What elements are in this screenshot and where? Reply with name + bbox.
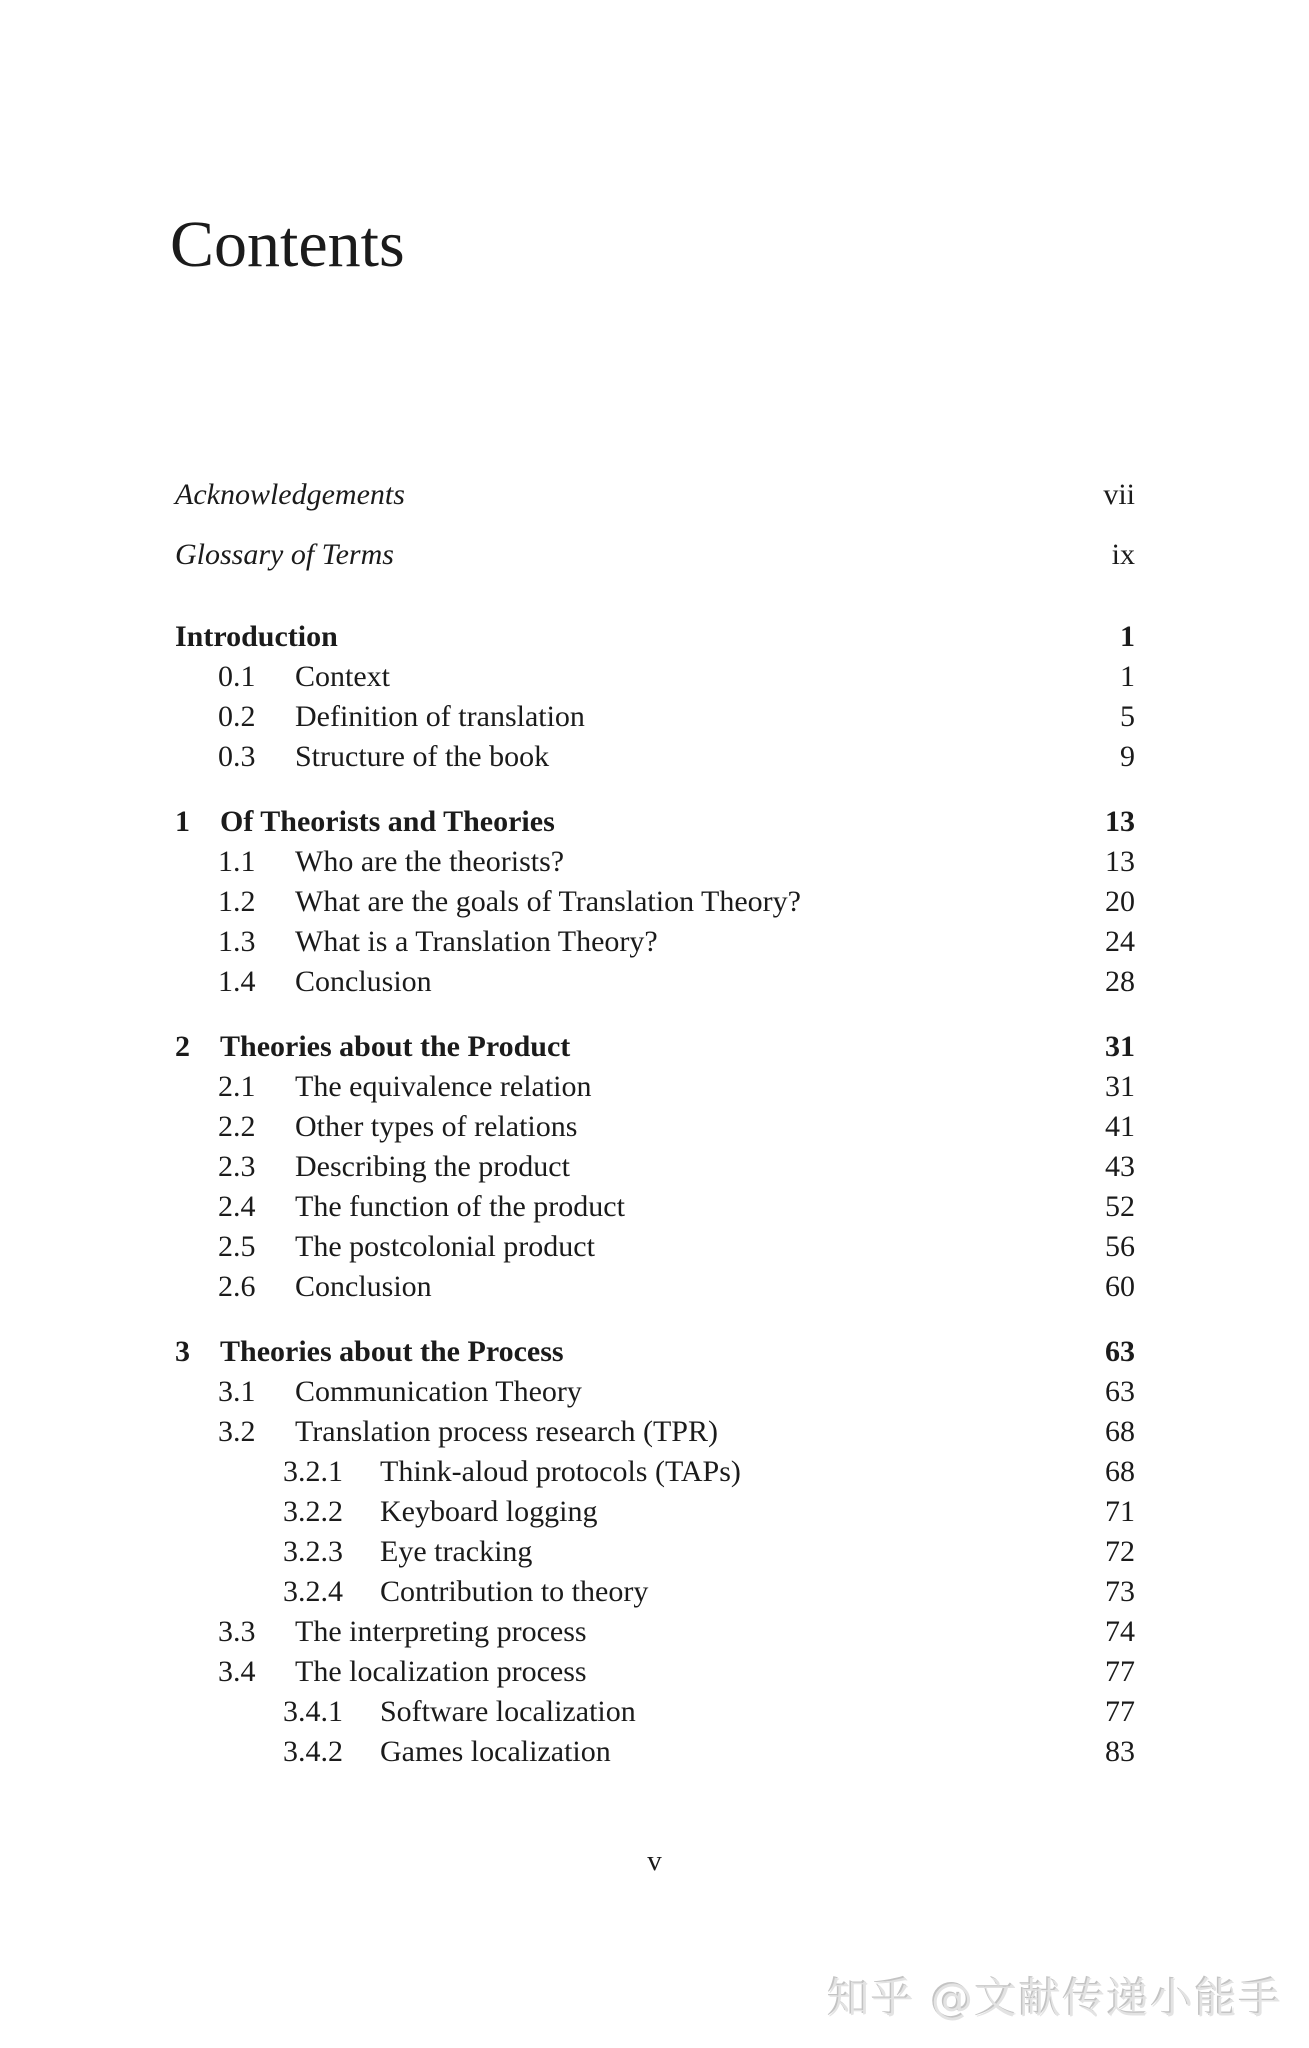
entry-page-number: vii xyxy=(1103,478,1135,511)
section-entry-row xyxy=(175,1227,1135,1267)
entry-page-number: 68 xyxy=(1105,1415,1135,1448)
entry-page-number: 31 xyxy=(1105,1070,1135,1103)
entry-title: Introduction xyxy=(175,620,338,653)
section-entry-row xyxy=(175,1372,1135,1412)
entry-page-number: 13 xyxy=(1105,845,1135,878)
entry-page-number: 68 xyxy=(1105,1455,1135,1488)
watermark-text: 知乎 @文献传递小能手 xyxy=(827,1974,1283,2023)
entry-number: 2.2 xyxy=(218,1110,256,1143)
entry-page-number: 1 xyxy=(1120,660,1135,693)
entry-title: Conclusion xyxy=(295,965,432,998)
entry-number: 3.2.3 xyxy=(283,1535,343,1568)
front-matter-group xyxy=(175,475,1135,575)
section-entry-row xyxy=(175,882,1135,922)
entry-title: Context xyxy=(295,660,390,693)
entry-title: Think-aloud protocols (TAPs) xyxy=(380,1455,741,1488)
section-entry-row xyxy=(175,1732,1135,1772)
entry-number: 0.1 xyxy=(218,660,256,693)
section-entry-row xyxy=(175,842,1135,882)
entry-title: What is a Translation Theory? xyxy=(295,925,658,958)
entry-number: 2.5 xyxy=(218,1230,256,1263)
entry-page-number: 72 xyxy=(1105,1535,1135,1568)
chapter-groups xyxy=(175,617,1135,1772)
entry-page-number: ix xyxy=(1111,538,1135,571)
entry-title: The equivalence relation xyxy=(295,1070,592,1103)
entry-title: What are the goals of Translation Theory? xyxy=(295,885,801,918)
toc-group xyxy=(175,802,1135,1002)
entry-title: Who are the theorists? xyxy=(295,845,565,878)
entry-title: Glossary of Terms xyxy=(175,538,394,571)
entry-title: The interpreting process xyxy=(295,1615,587,1648)
entry-page-number: 52 xyxy=(1105,1190,1135,1223)
entry-title: Conclusion xyxy=(295,1270,432,1303)
chapter-heading-row xyxy=(175,802,1135,842)
entry-page-number: 9 xyxy=(1120,740,1135,773)
entry-number: 3.4.2 xyxy=(283,1735,343,1768)
entry-title: The function of the product xyxy=(295,1190,625,1223)
entry-number: 3.2.4 xyxy=(283,1575,343,1608)
section-entry-row xyxy=(175,1532,1135,1572)
entry-title: Acknowledgements xyxy=(175,478,405,511)
section-entry-row xyxy=(175,962,1135,1002)
section-entry-row xyxy=(175,1147,1135,1187)
section-entry-row xyxy=(175,697,1135,737)
entry-number: 1.2 xyxy=(218,885,256,918)
entry-page-number: 74 xyxy=(1105,1615,1135,1648)
entry-page-number: 60 xyxy=(1105,1270,1135,1303)
entry-title: Theories about the Product xyxy=(220,1030,571,1063)
entry-page-number: 31 xyxy=(1105,1030,1135,1063)
entry-title: Contribution to theory xyxy=(380,1575,649,1608)
entry-title: The postcolonial product xyxy=(295,1230,595,1263)
entry-page-number: 77 xyxy=(1105,1655,1135,1688)
section-entry-row xyxy=(175,1452,1135,1492)
entry-page-number: 28 xyxy=(1105,965,1135,998)
entry-number: 2.1 xyxy=(218,1070,256,1103)
entry-number: 1.1 xyxy=(218,845,256,878)
entry-page-number: 13 xyxy=(1105,805,1135,838)
section-entry-row xyxy=(175,1692,1135,1732)
entry-page-number: 63 xyxy=(1105,1375,1135,1408)
entry-title: Structure of the book xyxy=(295,740,550,773)
section-entry-row xyxy=(175,1187,1135,1227)
entry-number: 2.4 xyxy=(218,1190,256,1223)
chapter-heading-row xyxy=(175,617,1135,657)
section-entry-row xyxy=(175,1107,1135,1147)
entry-number: 1.4 xyxy=(218,965,256,998)
entry-number: 2.3 xyxy=(218,1150,256,1183)
entry-title: Describing the product xyxy=(295,1150,570,1183)
entry-page-number: 5 xyxy=(1120,700,1135,733)
table-of-contents xyxy=(175,475,1135,1772)
entry-number: 3.4 xyxy=(218,1655,256,1688)
entry-page-number: 83 xyxy=(1105,1735,1135,1768)
toc-group xyxy=(175,617,1135,777)
front-matter-entry-row xyxy=(175,475,1135,515)
entry-number: 3.3 xyxy=(218,1615,256,1648)
entry-title: Keyboard logging xyxy=(380,1495,598,1528)
entry-page-number: 43 xyxy=(1105,1150,1135,1183)
section-entry-row xyxy=(175,1067,1135,1107)
entry-page-number: 1 xyxy=(1120,620,1135,653)
section-entry-row xyxy=(175,737,1135,777)
page-title: Contents xyxy=(170,208,405,281)
entry-number: 1.3 xyxy=(218,925,256,958)
entry-number: 2 xyxy=(175,1030,190,1063)
entry-number: 0.3 xyxy=(218,740,256,773)
entry-page-number: 77 xyxy=(1105,1695,1135,1728)
section-entry-row xyxy=(175,657,1135,697)
entry-title: Eye tracking xyxy=(380,1535,533,1568)
entry-number: 3.1 xyxy=(218,1375,256,1408)
entry-number: 2.6 xyxy=(218,1270,256,1303)
entry-number: 3.2 xyxy=(218,1415,256,1448)
entry-page-number: 73 xyxy=(1105,1575,1135,1608)
entry-number: 1 xyxy=(175,805,190,838)
entry-title: Games localization xyxy=(380,1735,611,1768)
chapter-heading-row xyxy=(175,1027,1135,1067)
entry-title: Translation process research (TPR) xyxy=(295,1415,718,1448)
entry-title: Other types of relations xyxy=(295,1110,578,1143)
entry-number: 3.2.2 xyxy=(283,1495,343,1528)
entry-number: 0.2 xyxy=(218,700,256,733)
entry-number: 3.2.1 xyxy=(283,1455,343,1488)
toc-group xyxy=(175,1332,1135,1772)
page-folio: v xyxy=(647,1845,662,1877)
entry-page-number: 63 xyxy=(1105,1335,1135,1368)
toc-group xyxy=(175,1027,1135,1307)
section-entry-row xyxy=(175,922,1135,962)
entry-title: The localization process xyxy=(295,1655,587,1688)
section-entry-row xyxy=(175,1267,1135,1307)
entry-page-number: 20 xyxy=(1105,885,1135,918)
section-entry-row xyxy=(175,1652,1135,1692)
entry-title: Of Theorists and Theories xyxy=(220,805,555,838)
entry-page-number: 56 xyxy=(1105,1230,1135,1263)
entry-title: Theories about the Process xyxy=(220,1335,564,1368)
entry-title: Software localization xyxy=(380,1695,636,1728)
section-entry-row xyxy=(175,1572,1135,1612)
entry-page-number: 41 xyxy=(1105,1110,1135,1143)
chapter-heading-row xyxy=(175,1332,1135,1372)
entry-page-number: 71 xyxy=(1105,1495,1135,1528)
section-entry-row xyxy=(175,1612,1135,1652)
entry-number: 3.4.1 xyxy=(283,1695,343,1728)
front-matter-entry-row xyxy=(175,535,1135,575)
section-entry-row xyxy=(175,1412,1135,1452)
entry-title: Communication Theory xyxy=(295,1375,582,1408)
section-entry-row xyxy=(175,1492,1135,1532)
entry-title: Definition of translation xyxy=(295,700,585,733)
entry-number: 3 xyxy=(175,1335,190,1368)
entry-page-number: 24 xyxy=(1105,925,1135,958)
